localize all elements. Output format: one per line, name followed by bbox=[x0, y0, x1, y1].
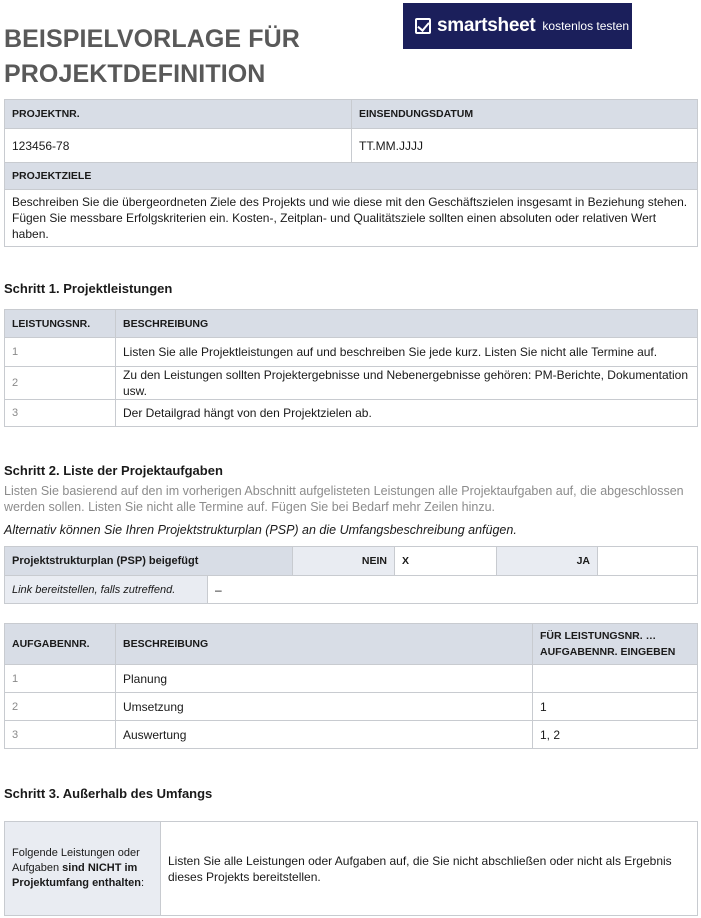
brand-name: smartsheet bbox=[437, 15, 536, 36]
table-row bbox=[5, 721, 698, 749]
step2-intro: Listen Sie basierend auf den im vorherigen Abschnitt aufgelisteten Leistungen alle Projektaufgaben auf, die abgeschlossen werden sollen. Listen Sie nicht alle Termine auf. Fügen Sie bei Bedarf mehr Zeilen hinzu. bbox=[4, 484, 684, 514]
deliverable-description[interactable]: Der Detailgrad hängt von den Projektzielen ab. bbox=[116, 400, 698, 427]
header-submission-date: EINSENDUNGSDATUM bbox=[352, 100, 698, 129]
table-row bbox=[5, 665, 698, 693]
task-description[interactable]: Auswertung bbox=[116, 721, 533, 749]
step2-alternative-note: Alternativ können Sie Ihren Projektstrukturplan (PSP) an die Umfangsbeschreibung anfügen. bbox=[4, 523, 517, 537]
header-deliverable-nr: LEISTUNGSNR. bbox=[5, 310, 116, 338]
smartsheet-banner[interactable] bbox=[403, 3, 632, 49]
table-row bbox=[5, 367, 698, 400]
task-ref[interactable] bbox=[533, 665, 698, 693]
out-of-scope-table bbox=[4, 821, 698, 916]
tasks-table bbox=[4, 623, 698, 749]
label-colon: : bbox=[140, 877, 145, 889]
header-description: BESCHREIBUNG bbox=[116, 310, 698, 338]
psp-attached-label: Projektstrukturplan (PSP) beigefügt bbox=[5, 547, 293, 576]
table-row bbox=[5, 338, 698, 367]
project-info-table bbox=[4, 99, 698, 247]
project-nr-value[interactable]: 123456-78 bbox=[5, 129, 352, 163]
header-task-nr: AUFGABENNR. bbox=[5, 624, 116, 665]
task-nr: 1 bbox=[5, 665, 116, 693]
task-ref[interactable]: 1 bbox=[533, 693, 698, 721]
step3-heading: Schritt 3. Außerhalb des Umfangs bbox=[4, 786, 213, 801]
trial-link: kostenlos testen bbox=[542, 19, 630, 33]
task-nr: 2 bbox=[5, 693, 116, 721]
yes-checkbox[interactable] bbox=[598, 547, 698, 576]
link-input[interactable]: – bbox=[208, 576, 698, 604]
task-nr: 3 bbox=[5, 721, 116, 749]
step1-heading: Schritt 1. Projektleistungen bbox=[4, 281, 173, 296]
page-title: BEISPIELVORLAGE FÜR PROJEKTDEFINITION bbox=[4, 25, 300, 88]
out-of-scope-value[interactable]: Listen Sie alle Leistungen oder Aufgaben auf, die Sie nicht abschließen oder nicht als Ergebnis dieses Projekts bereitstellen. bbox=[161, 822, 698, 916]
deliverable-description[interactable]: Listen Sie alle Projektleistungen auf und beschreiben Sie jede kurz. Listen Sie nicht alle Termine auf. bbox=[116, 338, 698, 367]
task-description[interactable]: Umsetzung bbox=[116, 693, 533, 721]
submission-date-value[interactable]: TT.MM.JJJJ bbox=[352, 129, 698, 163]
project-goals-value[interactable]: Beschreiben Sie die übergeordneten Ziele des Projekts und wie diese mit den Geschäftszielen insgesamt in Beziehung stehen. Fügen Sie messbare Erfolgskriterien ein. Kosten-, Zeitplan- und Qualitätsziele sollten einen absoluten oder relativen Wert haben. bbox=[5, 190, 698, 247]
header-deliverable-ref: FÜR LEISTUNGSNR. … AUFGABENNR. EINGEBEN bbox=[533, 624, 698, 665]
header-project-goals: PROJEKTZIELE bbox=[5, 163, 698, 190]
step2-heading: Schritt 2. Liste der Projektaufgaben bbox=[4, 463, 223, 478]
deliverable-description[interactable]: Zu den Leistungen sollten Projektergebnisse und Nebenergebnisse gehören: PM-Berichte, Dokumentation usw. bbox=[116, 367, 698, 400]
deliverable-nr: 3 bbox=[5, 400, 116, 427]
checkmark-icon bbox=[415, 18, 431, 34]
link-label: Link bereitstellen, falls zutreffend. bbox=[5, 576, 208, 604]
task-ref[interactable]: 1, 2 bbox=[533, 721, 698, 749]
deliverable-nr: 2 bbox=[5, 367, 116, 400]
task-description[interactable]: Planung bbox=[116, 665, 533, 693]
deliverables-table bbox=[4, 309, 698, 427]
yes-label: JA bbox=[497, 547, 598, 576]
no-label: NEIN bbox=[293, 547, 395, 576]
header-description: BESCHREIBUNG bbox=[116, 624, 533, 665]
table-row bbox=[5, 693, 698, 721]
psp-table bbox=[4, 546, 698, 604]
label-emphasis: sind NICHT im Projektumfang enthalten bbox=[12, 862, 141, 889]
out-of-scope-label bbox=[5, 822, 161, 916]
table-row bbox=[5, 400, 698, 427]
header-project-nr: PROJEKTNR. bbox=[5, 100, 352, 129]
label-text: Folgende Leistungen oder Aufgaben bbox=[12, 847, 140, 874]
no-checkbox[interactable]: X bbox=[395, 547, 497, 576]
deliverable-nr: 1 bbox=[5, 338, 116, 367]
